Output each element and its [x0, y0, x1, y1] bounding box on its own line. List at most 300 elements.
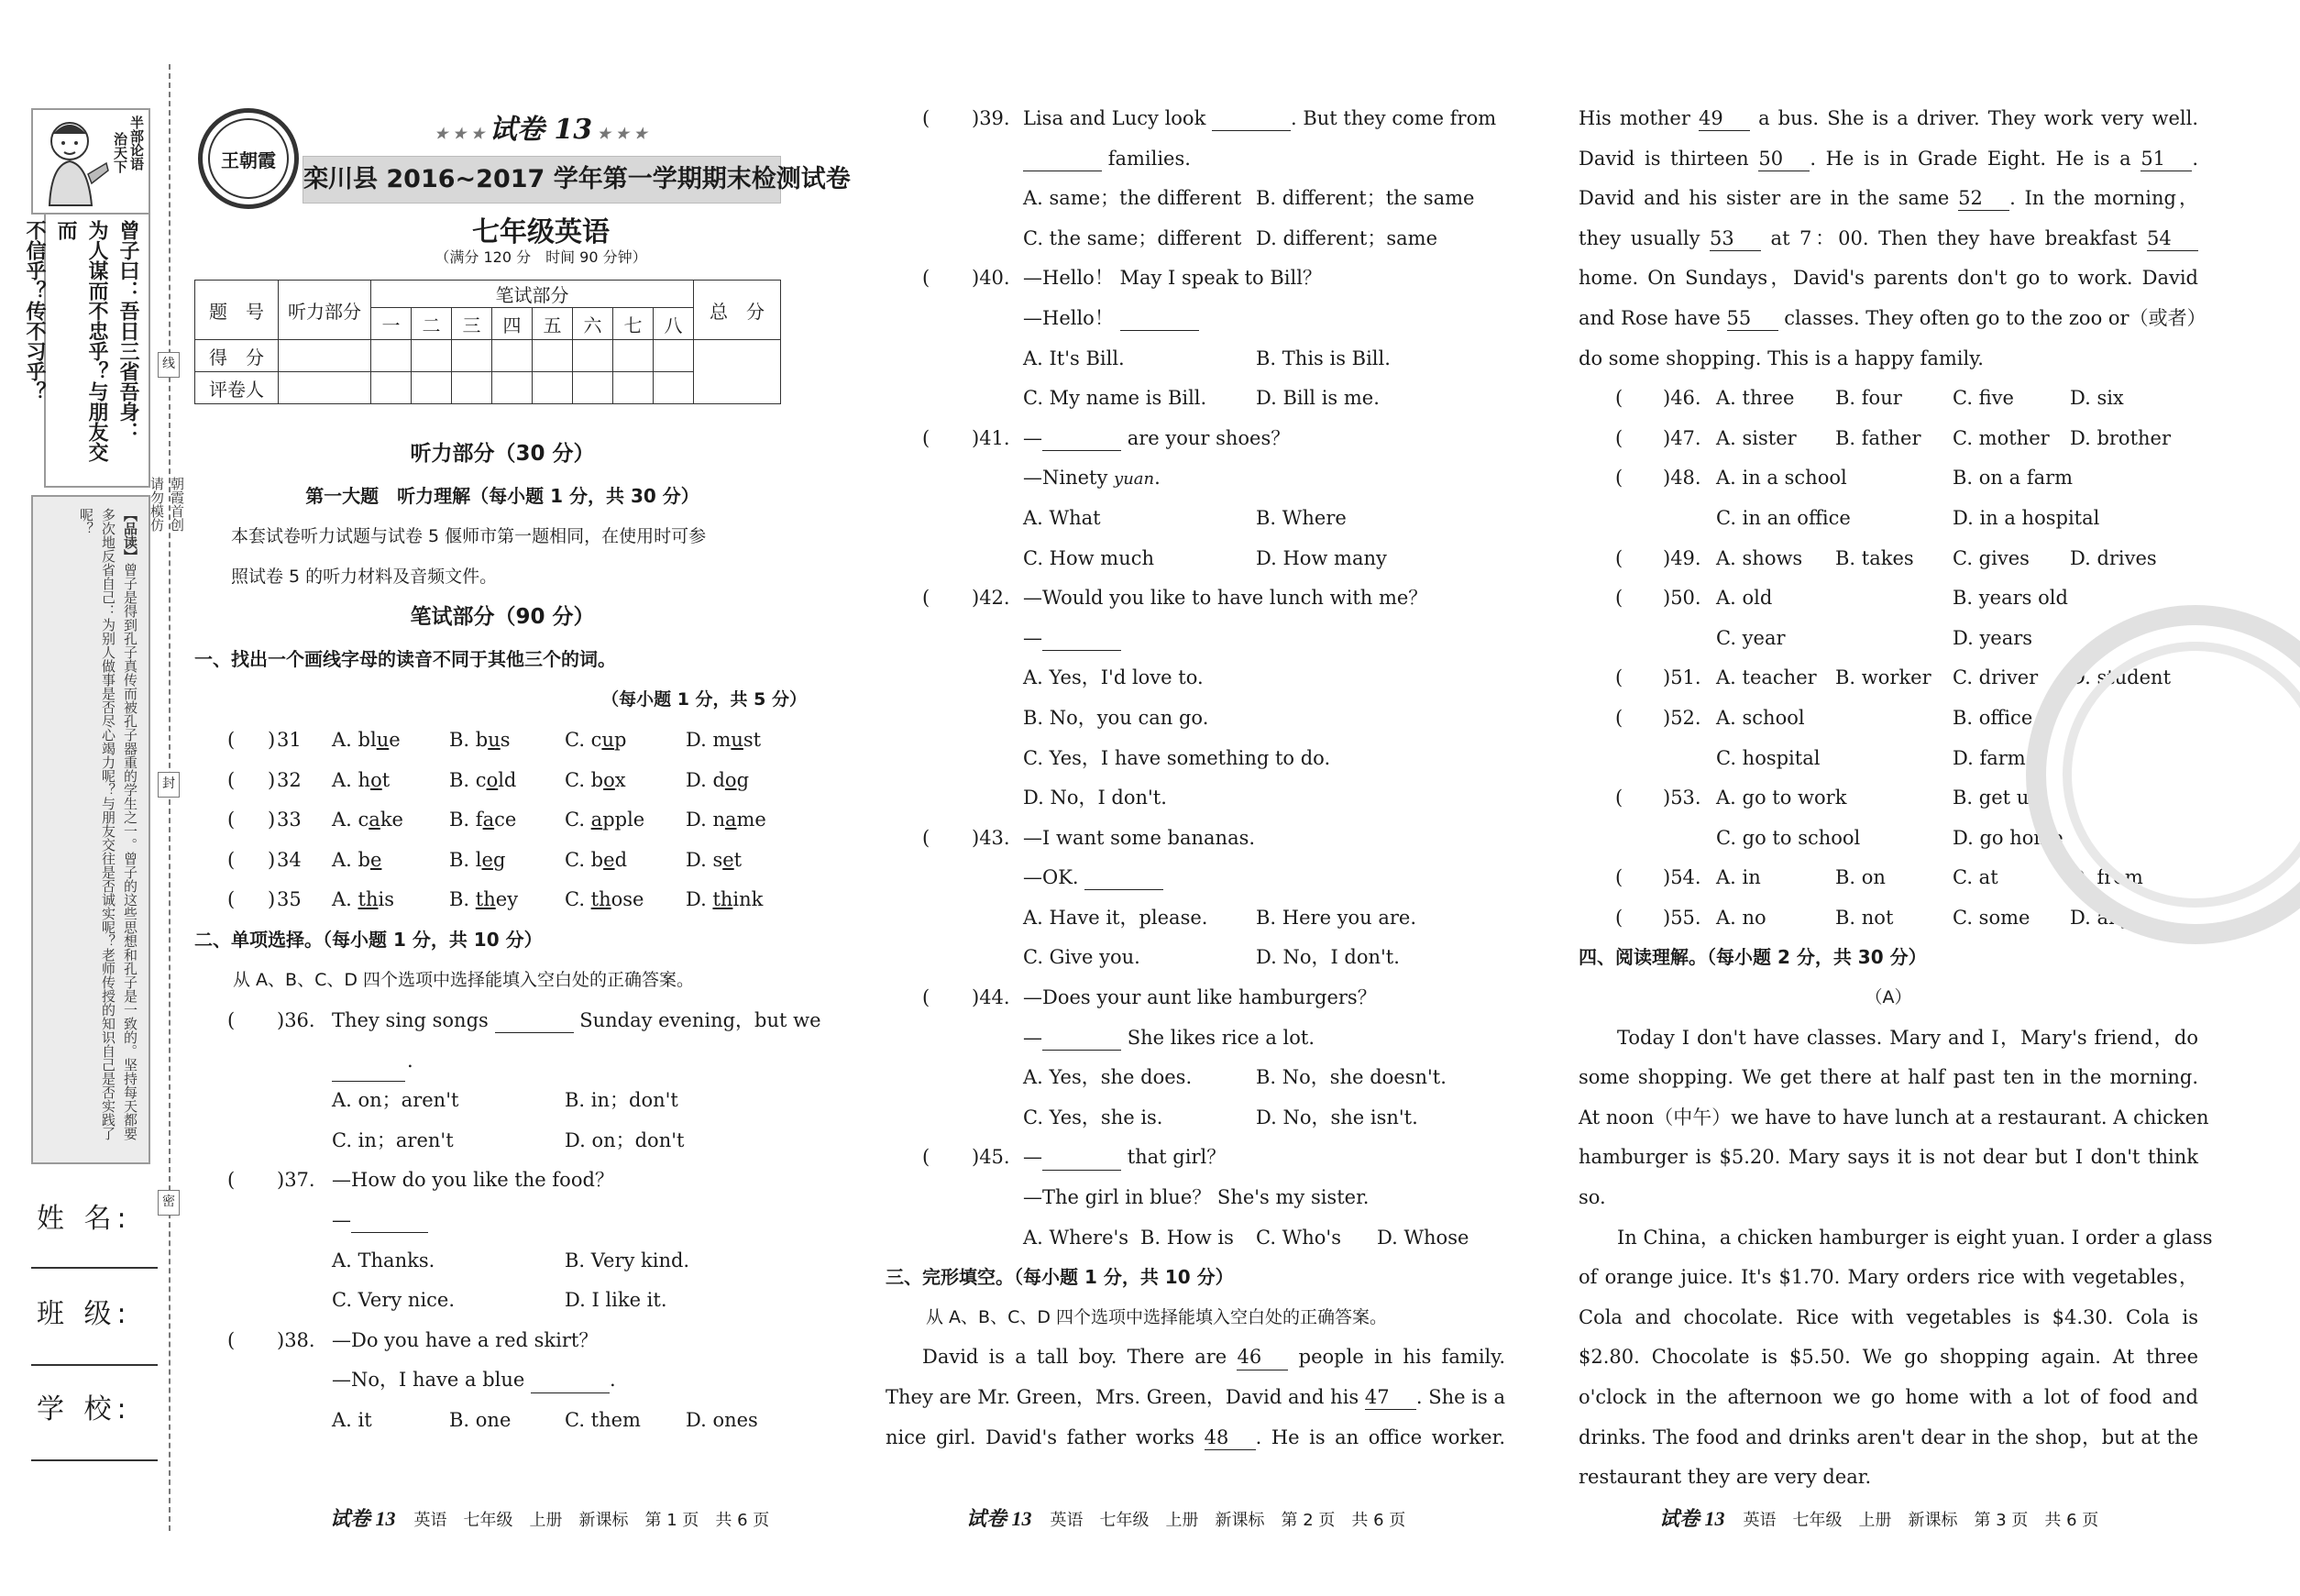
reading-line: o'clock in the afternoon we go home with a lot of food and [1579, 1386, 2198, 1408]
answer-bracket[interactable]: ( [227, 729, 236, 751]
grader-cell[interactable] [412, 372, 452, 404]
phonics-question [194, 800, 810, 841]
cloze-line [886, 1337, 1505, 1378]
cloze-text: a bus. She is a driver. They work very well. [1749, 107, 2198, 129]
underlined-letters: a [482, 809, 495, 831]
option[interactable]: C. in an office [1716, 506, 1851, 529]
question-45 [886, 1138, 1505, 1178]
section2-instruction: 从 A、B、C、D 四个选项中选择能填入空白处的正确答案。 [233, 969, 695, 990]
answer-bracket[interactable]: ( [227, 848, 236, 871]
question-42 [886, 578, 1505, 619]
option[interactable]: D. I like it. [565, 1289, 667, 1312]
underlined-letters: e [481, 848, 493, 871]
phonics-option[interactable] [565, 721, 626, 761]
option[interactable]: D. drives [2070, 546, 2157, 569]
section1-score: （每小题 1 分，共 5 分） [601, 689, 807, 710]
phonics-option[interactable] [332, 761, 390, 801]
option[interactable]: D. brother [2070, 426, 2171, 449]
answer-blank[interactable] [1023, 148, 1102, 171]
cloze-text: at 7：00. Then they have breakfast [1761, 226, 2148, 249]
option[interactable]: C. hospital [1716, 746, 1821, 769]
underlined-letters: th [475, 888, 496, 911]
total-score-cell[interactable] [694, 340, 781, 404]
option-letter: C. [565, 768, 591, 791]
word-part: l [475, 848, 482, 871]
score-cell[interactable] [573, 340, 613, 372]
cloze-text: . He is in Grade Eight. He is a [1810, 147, 2141, 170]
answer-bracket[interactable]: ( [1615, 387, 1623, 410]
answer-blank[interactable] [1042, 1146, 1121, 1170]
cloze-blank[interactable]: 54 [2147, 227, 2198, 251]
score-table [194, 280, 781, 404]
answer-blank[interactable] [1084, 866, 1163, 890]
option-letter: A. [332, 768, 358, 791]
option[interactable]: B. father [1835, 426, 1921, 449]
option[interactable]: D. go home [1953, 826, 2063, 849]
footer-paper: 试卷 13 [966, 1507, 1032, 1530]
option[interactable]: C. some [1953, 906, 2030, 929]
score-table-part: 八 [654, 308, 694, 340]
option[interactable]: B. No，she doesn't. [1256, 1066, 1447, 1089]
option[interactable]: C. at [1953, 866, 1998, 889]
score-table-part: 六 [573, 308, 613, 340]
phonics-option[interactable] [686, 800, 766, 841]
option[interactable]: D. Whose [1377, 1226, 1469, 1249]
option[interactable]: A. Have it，please. [1023, 906, 1208, 929]
answer-bracket[interactable]: ( [1615, 866, 1623, 889]
underlined-letters: o [724, 768, 737, 791]
grader-cell[interactable] [613, 372, 654, 404]
phonics-option[interactable] [449, 761, 516, 801]
option[interactable]: A. it [332, 1408, 372, 1431]
phonics-option[interactable] [449, 880, 518, 920]
score-cell[interactable] [613, 340, 654, 372]
option[interactable]: A. in a school [1716, 467, 1847, 490]
option[interactable]: C. Who's [1256, 1226, 1341, 1249]
phonics-option[interactable] [686, 721, 761, 761]
phonics-option[interactable] [332, 841, 381, 881]
question-number: )53. [1663, 787, 1701, 809]
word-part: ld [498, 768, 517, 791]
underlined-letters: u [376, 729, 390, 751]
question-number: )43. [972, 826, 1010, 849]
phonics-option[interactable] [449, 721, 511, 761]
question-stem: —Do you have a red skirt？ [332, 1328, 599, 1351]
school-field[interactable] [31, 1459, 158, 1461]
option[interactable]: D. on；don't [565, 1128, 685, 1151]
word-part: n [712, 809, 725, 831]
answer-bracket[interactable]: ( [227, 1008, 236, 1031]
question-number: )51. [1663, 666, 1701, 689]
option[interactable]: A. school [1716, 706, 1805, 729]
option-letter: C. [565, 809, 591, 831]
option[interactable]: D. six [2070, 387, 2124, 410]
option[interactable]: B. How is [1140, 1226, 1234, 1249]
footer-page-2 [966, 1503, 1405, 1532]
phonics-option[interactable] [565, 800, 644, 841]
footer-page-1 [330, 1503, 769, 1532]
word-part: d [614, 848, 628, 871]
word-part: t [733, 848, 743, 871]
phonics-option[interactable] [332, 800, 403, 841]
word-part: c [475, 768, 487, 791]
underlined-letters: e [603, 848, 615, 871]
option[interactable]: B. No，you can go. [1023, 706, 1209, 729]
reply-text: —The girl in blue？ She's my sister. [1023, 1186, 1370, 1209]
underlined-letters: a [724, 809, 737, 831]
grader-cell[interactable] [654, 372, 694, 404]
question-stem: — [1023, 426, 1042, 449]
question-number: )39. [972, 107, 1010, 129]
reading-line: of orange juice. It's $1.70. Mary orders rice with vegetables， [1579, 1266, 2198, 1289]
class-field[interactable] [31, 1364, 158, 1366]
cloze-text: . She is a [1415, 1386, 1505, 1408]
option-letter: C. [565, 729, 591, 751]
grader-cell[interactable] [371, 372, 412, 404]
answer-bracket[interactable]: ( [1615, 787, 1623, 809]
question-39 [886, 99, 1505, 139]
listening-part1-title: 第一大题 听力理解（每小题 1 分，共 30 分） [305, 485, 699, 507]
grader-cell[interactable] [279, 372, 371, 404]
answer-bracket[interactable]: ( [922, 1146, 930, 1169]
cloze-text: nice girl. David's father works [886, 1425, 1205, 1448]
cloze-item-cont [1579, 499, 2198, 539]
cloze-item [1579, 539, 2198, 579]
section3-title: 三、完形填空。（每小题 1 分，共 10 分） [886, 1266, 1234, 1289]
cloze-blank[interactable]: 50 [1758, 148, 1810, 171]
underlined-letters: a [369, 809, 380, 831]
answer-bracket[interactable]: ( [922, 107, 930, 129]
option-letter: A. [332, 888, 358, 911]
reply-text: —Ninety [1023, 467, 1108, 490]
question-stem: —Does your aunt like hamburgers？ [1023, 986, 1377, 1009]
answer-bracket[interactable]: ( [1615, 467, 1623, 490]
question-36-options [194, 1081, 810, 1121]
grader-cell[interactable] [573, 372, 613, 404]
option[interactable]: C. in；aren't [332, 1128, 454, 1151]
option[interactable]: C. the same；different [1023, 226, 1242, 249]
score-table-part: 五 [533, 308, 573, 340]
phonics-option[interactable] [565, 841, 627, 881]
option-letter: D. [686, 729, 713, 751]
paren-close: ) [268, 809, 276, 831]
footer-paper: 试卷 13 [1659, 1507, 1725, 1530]
option[interactable]: B. Here you are. [1256, 906, 1417, 929]
answer-bracket[interactable]: ( [227, 1169, 236, 1192]
question-stem: are your shoes？ [1127, 426, 1291, 449]
question-stem: Sunday evening，but we [579, 1008, 821, 1031]
cloze-passage-part2 [1579, 99, 2206, 379]
option[interactable]: B. one [449, 1408, 512, 1431]
option[interactable]: B. This is Bill. [1256, 347, 1391, 369]
option[interactable]: D. No，I don't. [1256, 946, 1400, 969]
option[interactable]: D. years [1953, 626, 2033, 649]
phonics-option[interactable] [449, 841, 505, 881]
option[interactable]: C. go to school [1716, 826, 1861, 849]
answer-bracket[interactable]: ( [1615, 587, 1623, 610]
option[interactable]: C. Yes，she is. [1023, 1106, 1163, 1128]
answer-blank[interactable] [1042, 627, 1121, 651]
option[interactable]: C. Yes，I have something to do. [1023, 746, 1331, 769]
phonics-option[interactable] [686, 880, 763, 920]
answer-bracket[interactable]: ( [922, 826, 930, 849]
confucius-cartoon-icon [33, 110, 114, 209]
footer-page-3 [1659, 1503, 2098, 1532]
cloze-blank[interactable]: 46 [1237, 1346, 1288, 1370]
paren-close: ) [268, 729, 276, 751]
question-stem: families. [1107, 147, 1191, 170]
question-44 [886, 978, 1505, 1018]
score-cell[interactable] [279, 340, 371, 372]
title-banner [303, 156, 851, 204]
word-part: is [378, 888, 394, 911]
option[interactable]: B. in；don't [565, 1089, 678, 1112]
option[interactable]: A. shows [1716, 546, 1803, 569]
option[interactable]: B. Very kind. [565, 1249, 690, 1271]
option[interactable]: A. on；aren't [332, 1089, 459, 1112]
option[interactable]: C. them [565, 1408, 641, 1431]
option[interactable]: D. farm [1953, 746, 2026, 769]
score-cell[interactable] [533, 340, 573, 372]
cloze-text: David and his sister are in the same [1579, 187, 1959, 210]
option-letter: D. [686, 888, 713, 911]
option-letter: B. [449, 888, 476, 911]
option[interactable]: D. any [2070, 906, 2132, 929]
cloze-item [1579, 379, 2198, 419]
phonics-question [194, 841, 810, 881]
option[interactable]: C. five [1953, 387, 2014, 410]
answer-blank[interactable] [1042, 1027, 1121, 1051]
answer-blank[interactable] [495, 1009, 574, 1033]
phonics-option[interactable] [565, 880, 644, 920]
question-stem: —Hello！ May I speak to Bill？ [1023, 267, 1322, 290]
word-part: b [475, 729, 489, 751]
option[interactable]: A. go to work [1716, 787, 1847, 809]
word-part: s [712, 848, 723, 871]
option[interactable]: D. different；same [1256, 226, 1438, 249]
word-part: t [381, 768, 391, 791]
option[interactable]: C. mother [1953, 426, 2050, 449]
option[interactable]: B. Where [1256, 506, 1347, 529]
option[interactable]: D. No，I don't. [1023, 787, 1167, 809]
answer-bracket[interactable]: ( [1615, 666, 1623, 689]
phonics-option[interactable] [332, 880, 394, 920]
option-letter: B. [449, 768, 476, 791]
word-part: ke [380, 809, 403, 831]
option[interactable]: D. student [2070, 666, 2172, 689]
option[interactable]: C. Very nice. [332, 1289, 456, 1312]
reply-text: —OK. [1023, 866, 1079, 889]
listening-title: 听力部分（30 分） [410, 442, 595, 466]
option[interactable]: B. get up [1953, 787, 2041, 809]
option[interactable]: B. four [1835, 387, 1902, 410]
paper-number: ★ ★ ★ 试卷 13 ★ ★ ★ [435, 114, 647, 146]
reply-text: — [1023, 1026, 1042, 1049]
option[interactable]: D. in a hospital [1953, 506, 2100, 529]
cloze-text: . In the morning， [2009, 187, 2198, 210]
cloze-blank[interactable]: 48 [1205, 1426, 1256, 1450]
phonics-option[interactable] [449, 800, 516, 841]
column-2: ( )39. Lisa and Lucy look . But they come from families. A. same；the different B. different；the same C. the same；different D. different；same ( )40. —Hello！ May I speak to Bill？ —Hello！ A. It's Bill. B. This is Bill. C. My name is Bill. D. Bill is me. ( )41. — are your shoes？ —Ninety yuan. A. What B. Where C. How much D. How many ( )42. —Would you like to have lunch with me？ — A. Yes，I'd love to. B. No，you can go. C. Yes，I have something to do. D. No，I don't. ( )43. —I want some bananas. —OK. A. Have it，please. B. Here you are. C. Give you. D. No，I don't. ( )44. —Does your aunt like hamburgers？ — She likes rice a lot. A. Yes，she does. B. No，she doesn't. C. Yes，she is. D. No，she isn't. ( )45. — that girl？ —The girl in blue？ She's my sister. A. Where's B. How is C. Who's D. Whose 三、完形填空。（每小题 1 分，共 10 分） 从 A、B、C、D 四个选项中选择能填入空白处的正确答案。 David is a tall boy. There are 46 people in his family. They are Mr. Green，Mrs. Green，David and his 47 . She is a nice girl. David's father works 48 . He is an office worker. [886, 99, 1505, 1458]
answer-bracket[interactable]: ( [922, 267, 930, 290]
cloze-blank[interactable]: 51 [2140, 148, 2192, 171]
option[interactable]: A. sister [1716, 426, 1797, 449]
underlined-letters: o [486, 768, 499, 791]
answer-bracket[interactable]: ( [227, 809, 236, 831]
answer-bracket[interactable]: ( [1615, 906, 1623, 929]
word-part: b [358, 848, 370, 871]
question-number: 34 [277, 848, 302, 871]
answer-bracket[interactable]: ( [227, 1328, 236, 1351]
answer-blank[interactable] [531, 1369, 610, 1392]
word-part: b [590, 768, 604, 791]
option[interactable]: A. three [1716, 387, 1795, 410]
score-cell[interactable] [452, 340, 492, 372]
option[interactable]: A. What [1023, 506, 1101, 529]
question-number: )48. [1663, 467, 1701, 490]
footer-info: 英语 七年级 上册 新课标 第 3 页 共 6 页 [1743, 1511, 2099, 1530]
answer-bracket[interactable]: ( [922, 426, 930, 449]
option[interactable]: B. office [1953, 706, 2033, 729]
option[interactable]: A. teacher [1716, 666, 1817, 689]
answer-bracket[interactable]: ( [1615, 546, 1623, 569]
phonics-question [194, 721, 810, 761]
cloze-line [1579, 339, 2198, 380]
answer-blank[interactable] [1212, 107, 1291, 131]
option[interactable]: C. How much [1023, 546, 1155, 569]
school-label: 学 校: [37, 1393, 132, 1425]
series-label-box [112, 108, 150, 215]
answer-blank[interactable] [1120, 307, 1199, 331]
listening-note-line2: 照试卷 5 的听力材料及音频文件。 [231, 567, 498, 587]
option[interactable]: B. years old [1953, 587, 2068, 610]
name-field[interactable] [31, 1267, 158, 1269]
cloze-blank[interactable]: 55 [1727, 307, 1778, 331]
option[interactable]: D. from [2070, 866, 2143, 889]
option[interactable]: D. How many [1256, 546, 1387, 569]
option[interactable]: C. driver [1953, 666, 2039, 689]
option[interactable]: B. different；the same [1256, 187, 1475, 210]
copyright-line2: 请勿模仿 [149, 477, 165, 532]
commentary-title: 【品读】 [122, 508, 138, 563]
phonics-option[interactable] [332, 721, 401, 761]
cloze-line [1579, 219, 2198, 259]
score-table-qno-header: 题 号 [195, 281, 279, 340]
option[interactable]: A. no [1716, 906, 1766, 929]
word-part: pple [602, 809, 645, 831]
option[interactable]: A. Yes，she does. [1023, 1066, 1193, 1089]
option[interactable]: D. Bill is me. [1256, 387, 1380, 410]
option[interactable]: A. old [1716, 587, 1773, 610]
column-1: 听力部分（30 分） 第一大题 听力理解（每小题 1 分，共 30 分） 本套试卷听力试题与试卷 5 偃师市第一题相同，在使用时可参 照试卷 5 的听力材料及音频文件。 笔试部分（90 分） 一、找出一个画线字母的读音不同于其他三个的词。 （每小题 1 分，共 5 分） ( ) 31 A. blue B. bus C. cup D. must ( ) 32 A. hot B. cold C. box D. dog ( ) 33 A. cake B. face C. apple D. name ( ) 34 A. be B. leg C. bed D. set ( ) 35 A. this B. they C. those D. think 二、单项选择。（每小题 1 分，共 10 分） 从 A、B、C、D 四个选项中选择能填入空白处的正确答案。 ( )36. They sing songs Sunday evening，but we . A. on；aren't B. in；don't C. in；aren't D. on；don't ( )37. —How do you like the food？ — A. Thanks. B. Very kind. C. Very nice. D. I like it. ( )38. —Do you have a red skirt？ —No，I have a blue . A. it B. one C. them D. ones [194, 435, 810, 1441]
phonics-option[interactable] [686, 761, 749, 801]
answer-blank[interactable] [332, 1058, 405, 1082]
word-part: ce [494, 809, 517, 831]
option[interactable]: C. year [1716, 626, 1786, 649]
cloze-item [1579, 419, 2198, 459]
underlined-letters: o [370, 768, 382, 791]
grader-cell[interactable] [492, 372, 533, 404]
footer-info: 英语 七年级 上册 新课标 第 2 页 共 6 页 [1050, 1511, 1406, 1530]
score-row-label: 得 分 [195, 340, 279, 372]
cloze-blank[interactable]: 47 [1365, 1386, 1416, 1410]
question-number: )46. [1663, 387, 1701, 410]
grader-cell[interactable] [533, 372, 573, 404]
option[interactable]: B. not [1835, 906, 1894, 929]
copyright-note [147, 477, 187, 532]
phonics-option[interactable] [686, 841, 742, 881]
option[interactable]: A. Where's [1023, 1226, 1129, 1249]
score-cell[interactable] [654, 340, 694, 372]
underlined-letters: th [358, 888, 379, 911]
score-cell[interactable] [371, 340, 412, 372]
cloze-blank[interactable]: 52 [1958, 187, 2009, 211]
option[interactable]: C. Give you. [1023, 946, 1140, 969]
underlined-letters: u [731, 729, 743, 751]
answer-bracket[interactable]: ( [922, 587, 930, 610]
paren-close: ) [268, 888, 276, 911]
option[interactable]: B. on [1835, 866, 1886, 889]
option-letter: C. [565, 888, 591, 911]
score-cell[interactable] [492, 340, 533, 372]
option[interactable]: C. gives [1953, 546, 2030, 569]
grader-cell[interactable] [452, 372, 492, 404]
option[interactable]: A. in [1716, 866, 1761, 889]
option[interactable]: A. Yes，I'd love to. [1023, 666, 1204, 689]
section4-title: 四、阅读理解。（每小题 2 分，共 30 分） [1579, 946, 1927, 969]
score-table-part: 一 [371, 308, 412, 340]
option[interactable]: B. on a farm [1953, 467, 2074, 490]
exam-meta: （满分 120 分 时间 90 分钟） [435, 248, 647, 266]
option[interactable]: C. My name is Bill. [1023, 387, 1207, 410]
option[interactable]: A. same；the different [1023, 187, 1242, 210]
option[interactable]: B. takes [1835, 546, 1914, 569]
binding-mark-feng: 封 [158, 772, 180, 798]
word-part: d [712, 768, 725, 791]
cloze-blank[interactable]: 49 [1699, 107, 1750, 131]
paper-number-text: 试卷 13 [489, 114, 593, 146]
answer-bracket[interactable]: ( [227, 888, 236, 911]
section1-title: 一、找出一个画线字母的读音不同于其他三个的词。 [194, 648, 616, 670]
option[interactable]: D. ones [686, 1408, 758, 1431]
answer-blank[interactable] [1042, 427, 1121, 451]
option-letter: D. [686, 768, 713, 791]
option[interactable]: A. Thanks. [332, 1249, 435, 1271]
score-table-part: 七 [613, 308, 654, 340]
question-number: 31 [277, 729, 302, 751]
option[interactable]: D. No，she isn't. [1256, 1106, 1418, 1128]
underlined-letters: th [712, 888, 733, 911]
answer-bracket[interactable]: ( [922, 986, 930, 1009]
question-stem: —How do you like the food？ [332, 1169, 614, 1192]
word-part: ink [732, 888, 764, 911]
underlined-letters: o [603, 768, 615, 791]
word-part: f [475, 809, 483, 831]
reply-italic: yuan [1114, 469, 1155, 490]
option[interactable]: B. worker [1835, 666, 1931, 689]
quote-line2: 为人谋而不忠乎？与朋友交而 [54, 220, 108, 462]
reading-line: At noon（中午）we have to have lunch at a restaurant. A chicken [1579, 1106, 2209, 1128]
cloze-blank[interactable]: 53 [1710, 227, 1761, 251]
option-letter: B. [449, 848, 476, 871]
answer-bracket[interactable]: ( [1615, 426, 1623, 449]
option[interactable]: A. It's Bill. [1023, 347, 1125, 369]
score-cell[interactable] [412, 340, 452, 372]
answer-blank[interactable] [351, 1209, 428, 1233]
phonics-option[interactable] [565, 761, 626, 801]
answer-bracket[interactable]: ( [227, 768, 236, 791]
answer-bracket[interactable]: ( [1615, 706, 1623, 729]
